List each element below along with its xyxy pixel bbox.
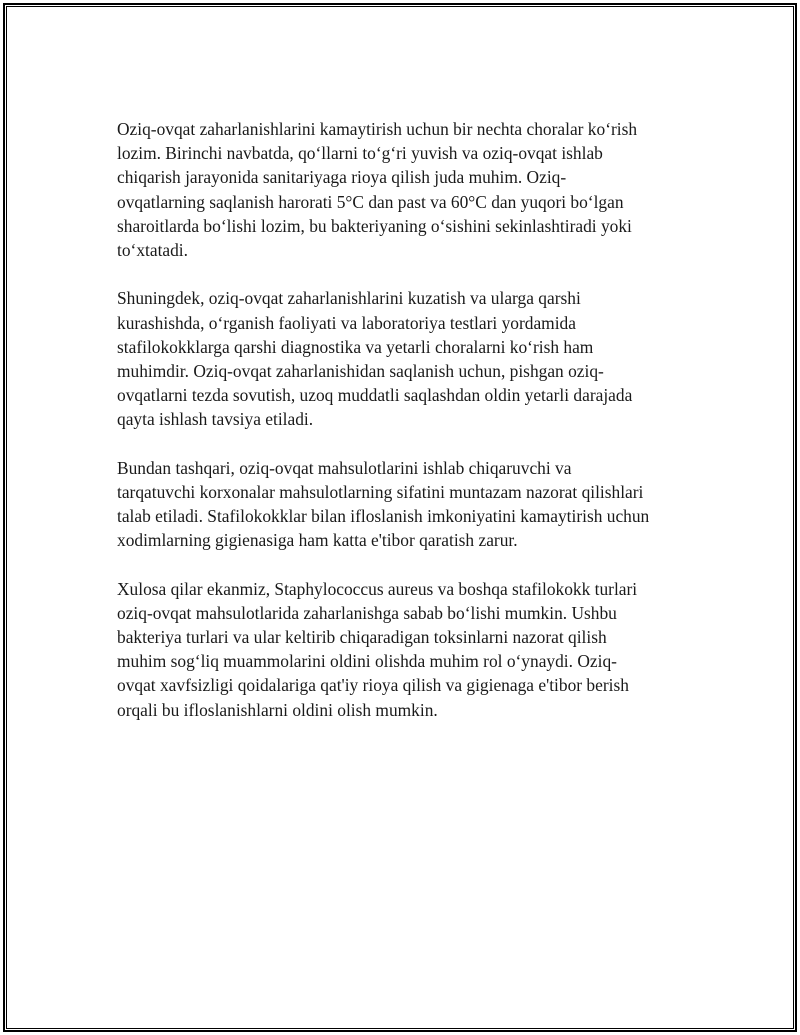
text-line: Xulosa qilar ekanmiz, Staphylococcus aureus va boshqa stafilokokk turlari [117,578,638,599]
text-line: stafilokokklarga qarshi diagnostika va yetarli choralarni ko‘rish ham [117,336,594,357]
text-line: ovqat xavfsizligi qoidalariga qat'iy rioya qilish va gigienaga e'tibor berish [117,675,629,696]
text-line: talab etiladi. Stafilokokklar bilan ifloslanish imkoniyatini kamaytirish uchun [117,506,650,526]
text-line: oziq-ovqat mahsulotlarida zaharlanishga sabab bo‘lishi mumkin. Ushbu [117,602,617,623]
text-line: xodimlarning gigienasiga ham katta e'tibor qaratish zarur. [117,530,518,551]
text-line: kurashishda, o‘rganish faoliyati va laboratoriya testlari yordamida [117,312,576,333]
text-line: muhimdir. Oziq-ovqat zaharlanishidan saqlanish uchun, pishgan oziq- [117,360,604,381]
text-line: Oziq-ovqat zaharlanishlarini kamaytirish uchun bir nechta choralar ko‘rish [117,119,638,139]
text-line: chiqarish jarayonida sanitariyaga rioya qilish juda muhim. Oziq- [117,167,567,188]
text-line: qayta ishlash tavsiya etiladi. [117,409,314,430]
text-line: bakteriya turlari va ular keltirib chiqaradigan toksinlarni nazorat qilish [117,626,607,647]
text-line: sharoitlarda bo‘lishi lozim, bu bakteriyaning o‘sishini sekinlashtiradi yoki [117,215,632,236]
text-line: tarqatuvchi korxonalar mahsulotlarning sifatini muntazam nazorat qilishlari [117,481,644,502]
paragraph-producers-control [117,456,697,553]
text-line: Shuningdek, oziq-ovqat zaharlanishlarini kuzatish va ularga qarshi [117,288,581,309]
paragraph-food-poisoning-measures [117,117,697,262]
text-line: ovqatlarni tezda sovutish, uzoq muddatli saqlashdan oldin yetarli darajada [117,385,633,406]
text-line: to‘xtatadi. [117,239,188,260]
document-body [117,117,697,746]
text-line: orqali bu ifloslanishlarni oldini olish mumkin. [117,699,438,720]
text-line: Bundan tashqari, oziq-ovqat mahsulotlarini ishlab chiqaruvchi va [117,457,572,478]
paragraph-monitoring-diagnostics [117,286,697,431]
text-line: ovqatlarning saqlanish harorati 5°C dan past va 60°C dan yuqori bo‘lgan [117,191,624,212]
paragraph-conclusion [117,577,697,722]
text-line: muhim sog‘liq muammolarini oldini olishda muhim rol o‘ynaydi. Oziq- [117,651,617,672]
text-line: lozim. Birinchi navbatda, qo‘llarni to‘g‘ri yuvish va oziq-ovqat ishlab [117,143,603,164]
